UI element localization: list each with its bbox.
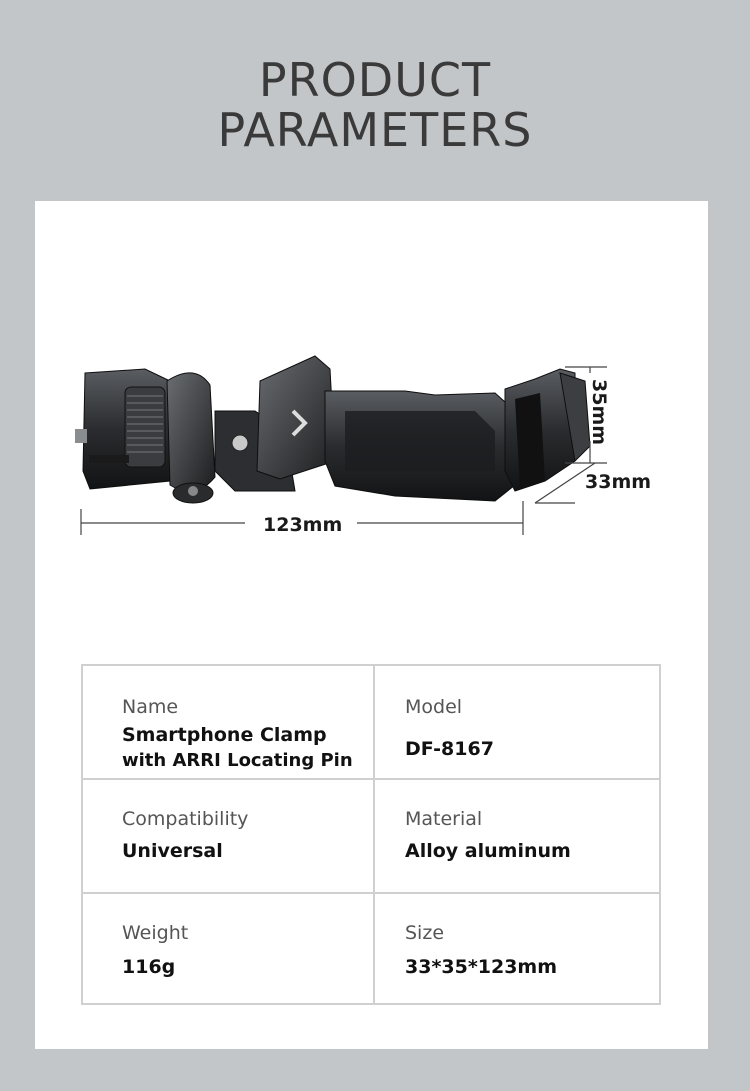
- name-label: Name: [122, 696, 179, 718]
- compatibility-value: Universal: [122, 840, 223, 862]
- weight-value: 116g: [122, 956, 176, 978]
- dimension-length: 123mm: [263, 514, 343, 536]
- name-value-line1: Smartphone Clamp: [122, 724, 327, 746]
- page-title-line2: PARAMETERS: [217, 103, 533, 157]
- model-value: DF-8167: [405, 738, 494, 760]
- size-label: Size: [405, 922, 445, 944]
- page-title-line1: PRODUCT: [258, 53, 492, 107]
- specs-table: [81, 664, 661, 1005]
- size-value: 33*35*123mm: [405, 956, 558, 978]
- material-label: Material: [405, 808, 483, 830]
- table-divider-row1: [83, 778, 659, 780]
- compatibility-label: Compatibility: [122, 808, 249, 830]
- dimension-height: 35mm: [588, 379, 610, 446]
- weight-label: Weight: [122, 922, 189, 944]
- dimension-depth: 33mm: [585, 471, 652, 493]
- table-divider-vertical: [373, 666, 375, 1003]
- parameters-card: [35, 201, 708, 1049]
- material-value: Alloy aluminum: [405, 840, 571, 862]
- name-value-line2: with ARRI Locating Pin: [122, 750, 353, 771]
- model-label: Model: [405, 696, 463, 718]
- table-divider-row2: [83, 892, 659, 894]
